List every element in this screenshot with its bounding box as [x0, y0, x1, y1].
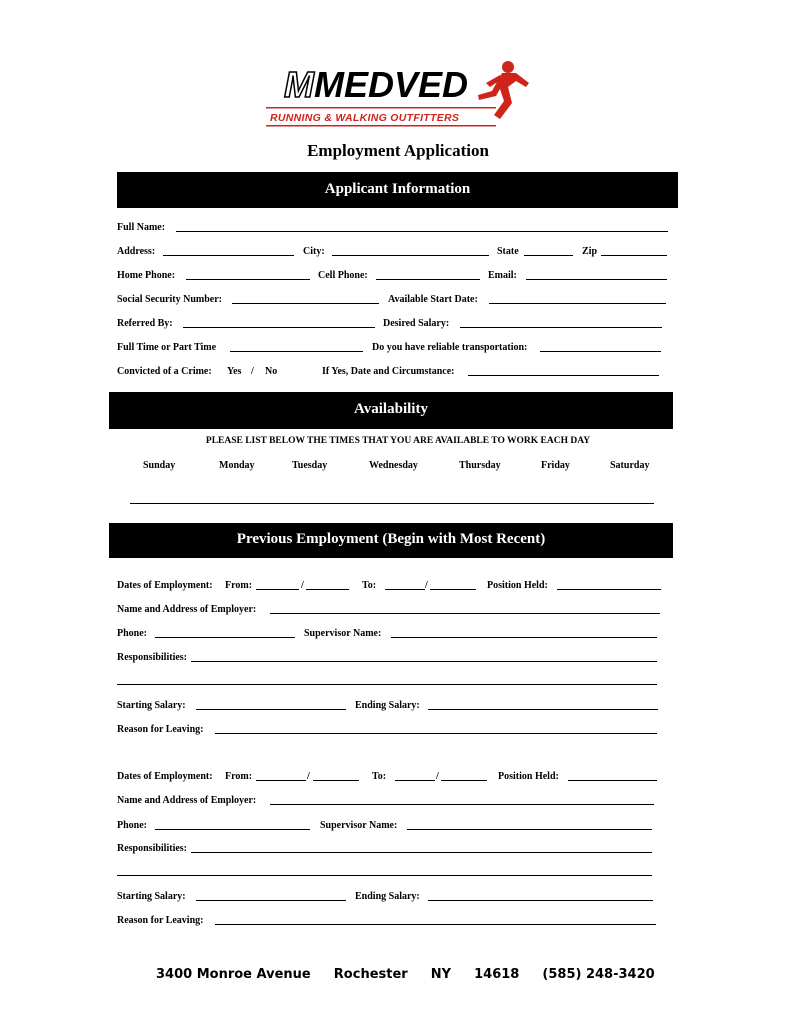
footer-address	[156, 967, 655, 982]
crime-yes-option[interactable]: Yes	[227, 366, 242, 377]
city-field[interactable]	[332, 255, 489, 256]
crime-label: Convicted of a Crime:	[117, 366, 212, 377]
employer-field[interactable]	[270, 613, 660, 614]
phone-label: Phone:	[117, 628, 147, 639]
employment-dates-label: Dates of Employment:	[117, 771, 213, 782]
logo-brand-text: MEDVED	[314, 64, 469, 105]
employer-field[interactable]	[270, 804, 654, 805]
day-thursday: Thursday	[459, 460, 501, 471]
to-slash: /	[425, 580, 428, 591]
to-month-field[interactable]	[385, 589, 425, 590]
city-label: City:	[303, 246, 325, 257]
transportation-label: Do you have reliable transportation:	[372, 342, 528, 353]
home-phone-field[interactable]	[186, 279, 310, 280]
to-slash: /	[436, 771, 439, 782]
position-field[interactable]	[557, 589, 661, 590]
referred-by-field[interactable]	[183, 327, 375, 328]
starting-salary-field[interactable]	[196, 900, 346, 901]
starting-salary-label: Starting Salary:	[117, 700, 186, 711]
transportation-field[interactable]	[540, 351, 661, 352]
state-label: State	[497, 246, 519, 257]
starting-salary-label: Starting Salary:	[117, 891, 186, 902]
supervisor-field[interactable]	[407, 829, 652, 830]
crime-details-field[interactable]	[468, 375, 659, 376]
from-month-field[interactable]	[256, 780, 306, 781]
cell-phone-label: Cell Phone:	[318, 270, 368, 281]
availability-times-field[interactable]	[130, 503, 654, 504]
footer-street: 3400 Monroe Avenue	[156, 967, 311, 982]
email-label: Email:	[488, 270, 517, 281]
full-name-label: Full Name:	[117, 222, 166, 233]
employer-label: Name and Address of Employer:	[117, 795, 257, 806]
footer-state: NY	[430, 967, 452, 982]
applicant-section-header: Applicant Information	[117, 172, 678, 208]
day-wednesday: Wednesday	[369, 460, 418, 471]
full-name-field[interactable]	[176, 231, 668, 232]
reason-label: Reason for Leaving:	[117, 915, 204, 926]
day-tuesday: Tuesday	[292, 460, 328, 471]
to-label: To:	[372, 771, 387, 782]
availability-instruction: PLEASE LIST BELOW THE TIMES THAT YOU ARE AVAILABLE TO WORK EACH DAY	[205, 436, 591, 446]
supervisor-label: Supervisor Name:	[304, 628, 382, 639]
full-part-time-label: Full Time or Part Time	[117, 342, 217, 353]
ssn-field[interactable]	[232, 303, 379, 304]
cell-phone-field[interactable]	[376, 279, 480, 280]
logo-rule	[266, 107, 496, 109]
day-monday: Monday	[219, 460, 255, 471]
from-label: From:	[225, 580, 253, 591]
employment-dates-label: Dates of Employment:	[117, 580, 213, 591]
responsibilities-field-line-2[interactable]	[117, 875, 652, 876]
to-year-field[interactable]	[441, 780, 487, 781]
responsibilities-label: Responsibilities:	[117, 843, 188, 854]
crime-details-label: If Yes, Date and Circumstance:	[322, 366, 455, 377]
desired-salary-label: Desired Salary:	[383, 318, 450, 329]
from-label: From:	[225, 771, 253, 782]
supervisor-label: Supervisor Name:	[320, 820, 398, 831]
phone-label: Phone:	[117, 820, 147, 831]
availability-section-header: Availability	[109, 392, 673, 429]
home-phone-label: Home Phone:	[117, 270, 176, 281]
day-saturday: Saturday	[610, 460, 650, 471]
state-field[interactable]	[524, 255, 573, 256]
phone-field[interactable]	[155, 829, 310, 830]
to-month-field[interactable]	[395, 780, 435, 781]
ending-salary-field[interactable]	[428, 709, 658, 710]
logo-m-mark: M	[284, 64, 314, 105]
phone-field[interactable]	[155, 637, 295, 638]
ending-salary-field[interactable]	[428, 900, 653, 901]
supervisor-field[interactable]	[391, 637, 657, 638]
zip-label: Zip	[582, 246, 598, 257]
ssn-label: Social Security Number:	[117, 294, 222, 305]
position-field[interactable]	[568, 780, 657, 781]
to-label: To:	[362, 580, 377, 591]
starting-salary-field[interactable]	[196, 709, 346, 710]
company-logo	[264, 57, 530, 128]
to-year-field[interactable]	[430, 589, 476, 590]
crime-slash: /	[251, 366, 254, 377]
ending-salary-label: Ending Salary:	[355, 700, 420, 711]
employer-label: Name and Address of Employer:	[117, 604, 257, 615]
responsibilities-label: Responsibilities:	[117, 652, 188, 663]
reason-field[interactable]	[215, 733, 657, 734]
footer-zip: 14618	[474, 967, 520, 982]
email-field[interactable]	[526, 279, 667, 280]
responsibilities-field-line-2[interactable]	[117, 684, 657, 685]
address-label: Address:	[117, 246, 156, 257]
reason-field[interactable]	[215, 924, 656, 925]
from-month-field[interactable]	[256, 589, 299, 590]
day-friday: Friday	[541, 460, 570, 471]
start-date-field[interactable]	[489, 303, 666, 304]
reason-label: Reason for Leaving:	[117, 724, 204, 735]
ending-salary-label: Ending Salary:	[355, 891, 420, 902]
position-label: Position Held:	[487, 580, 548, 591]
page-title: Employment Application	[307, 141, 489, 160]
desired-salary-field[interactable]	[460, 327, 662, 328]
crime-no-option[interactable]: No	[265, 366, 278, 377]
from-slash: /	[301, 580, 304, 591]
from-slash: /	[307, 771, 310, 782]
footer-phone: (585) 248-3420	[542, 967, 655, 982]
responsibilities-field[interactable]	[191, 661, 657, 662]
logo-graphic	[264, 57, 530, 128]
day-sunday: Sunday	[143, 460, 176, 471]
address-field[interactable]	[163, 255, 294, 256]
position-label: Position Held:	[498, 771, 559, 782]
start-date-label: Available Start Date:	[388, 294, 478, 305]
footer-city: Rochester	[333, 967, 408, 982]
previous-employment-section-header: Previous Employment (Begin with Most Recent)	[109, 523, 673, 558]
zip-field[interactable]	[601, 255, 667, 256]
from-year-field[interactable]	[313, 780, 359, 781]
logo-tagline: RUNNING & WALKING OUTFITTERS	[270, 112, 460, 124]
referred-by-label: Referred By:	[117, 318, 173, 329]
from-year-field[interactable]	[306, 589, 349, 590]
responsibilities-field[interactable]	[191, 852, 652, 853]
full-part-time-field[interactable]	[230, 351, 363, 352]
